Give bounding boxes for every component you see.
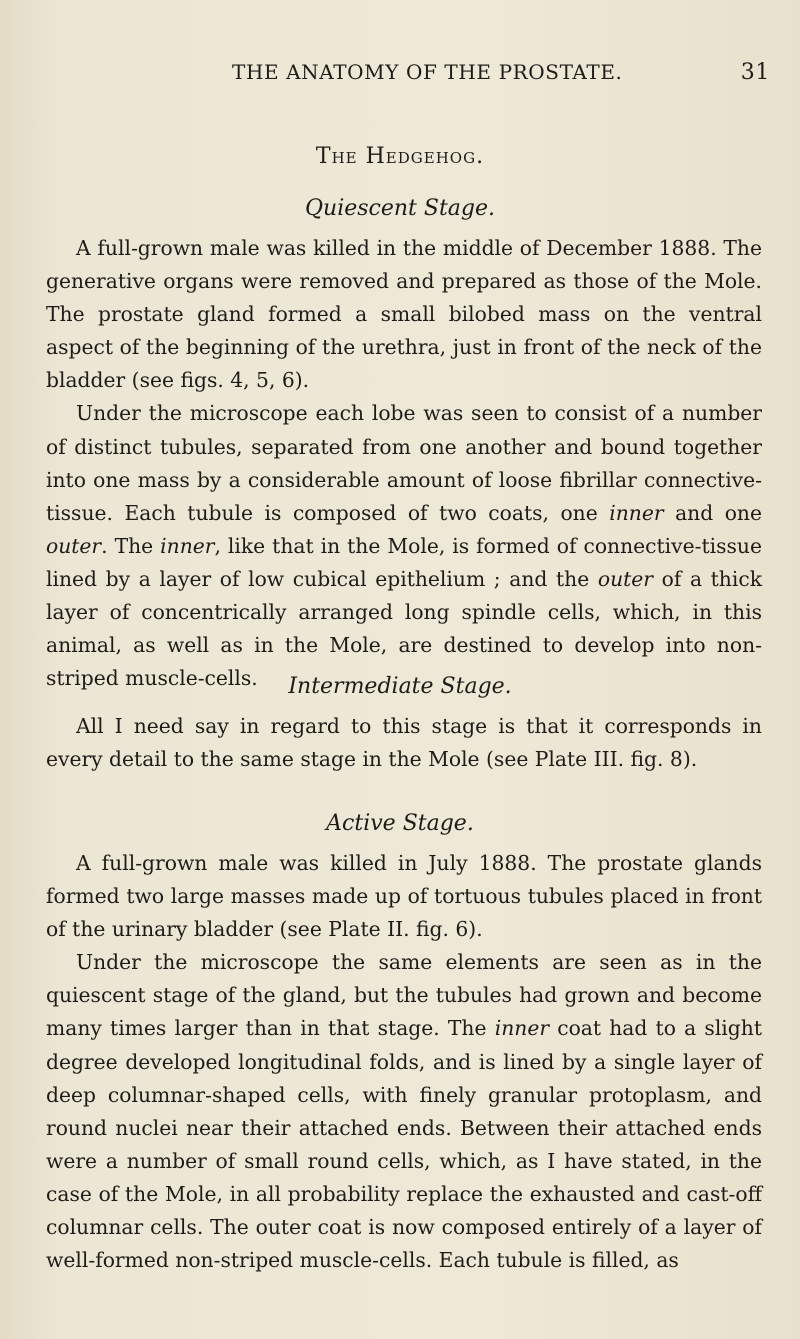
- stage-title-intermediate: Intermediate Stage.: [288, 674, 512, 699]
- paragraph: Under the microscope each lobe was seen to consist of a number of distinct tubules, separated from one another and bound together into one mass by a considerable amount of loose fibrillar connective-tissue. Each tubule is composed of two coats, one inner and one outer. The inner, like that in the Mole, is formed of connective-tissue lined by a layer of low cubical epithelium ; and the outer of a thick layer of concentrically arranged long spindle cells, which, in this animal, as well as in the Mole, are destined to develop into non-striped muscle-cells.: [46, 401, 763, 691]
- paragraph: Under the microscope the same elements are seen as in the quiescent stage of the gland, but the tubules had grown and become many times larger than in that stage. The inner coat had to a slight degree developed longitudinal folds, and is lined by a single layer of deep columnar-shaped cells, with finely granular protoplasm, and round nuclei near their attached ends. Between their attached ends were a number of small round cells, which, as I have stated, in the case of the Mole, in all probability replace the exhausted and cast-off columnar cells. The outer coat is now composed entirely of a layer of well-formed non-striped muscle-cells. Each tubule is filled, as: [46, 950, 762, 1273]
- paragraph: A full-grown male was killed in July 1888. The prostate glands formed two large masses made up of tortuous tubules placed in front of the urinary bladder (see Plate II. fig. 6).: [46, 851, 762, 942]
- stage-title-active: Active Stage.: [326, 811, 474, 836]
- paragraph: All I need say in regard to this stage is that it corresponds in every detail to the same stage in the Mole (see Plate III. fig. 8).: [46, 714, 762, 772]
- text-block-quiescent: [46, 232, 762, 695]
- italic-term: inner: [160, 533, 215, 558]
- italic-term: outer: [597, 566, 653, 591]
- page-number: 31: [740, 60, 770, 85]
- running-title: THE ANATOMY OF THE PROSTATE.: [232, 60, 623, 84]
- italic-term: inner: [609, 500, 664, 525]
- italic-term: outer: [46, 533, 102, 558]
- section-title: The Hedgehog.: [315, 144, 485, 169]
- italic-term: inner: [494, 1016, 550, 1041]
- paragraph: A full-grown male was killed in the middle of December 1888. The generative organs were removed and prepared as those of the Mole. The prostate gland formed a small bilobed mass on the ventral aspect of the beginning of the urethra, just in front of the neck of the bladder (see figs. 4, 5, 6).: [46, 236, 762, 393]
- stage-title-quiescent: Quiescent Stage.: [304, 196, 496, 221]
- text-block-active: [46, 847, 762, 1277]
- text-block-intermediate: [46, 710, 762, 776]
- running-header: [232, 60, 770, 85]
